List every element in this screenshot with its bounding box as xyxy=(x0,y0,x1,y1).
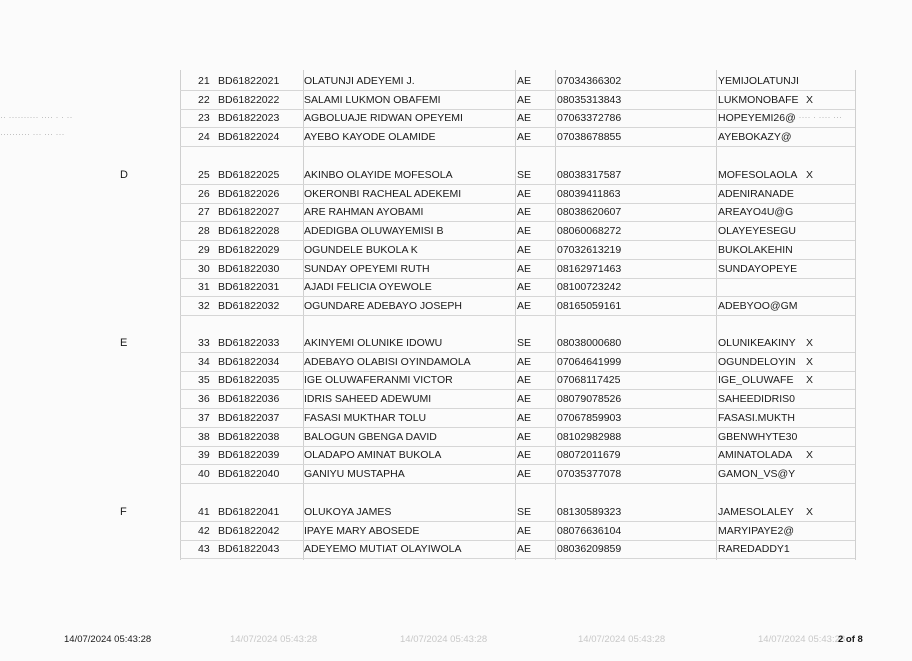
cell-email: GAMON_VS@Y xyxy=(718,467,796,479)
cell-cat: SE xyxy=(517,337,532,349)
cell-phone: 08079078526 xyxy=(557,393,622,406)
group-letter: E xyxy=(120,337,128,349)
cell-x: X xyxy=(806,355,814,368)
table-row xyxy=(180,390,855,409)
cell-x: X xyxy=(806,169,814,181)
document-page: ·· ·········· ···· · · ·· ·········· ··· ··· ··· ·· ···· · ···· ··· 21 BD61822021 OLATUNJI ADEYEMI J. AE 07034366302 YEMIJOLATUNJI 22 BD61822022 SALAMI LUKMON OBAFEMI AE 08035313843 LUKMONOBAFE X 23 BD61822023 AGBOLUAJE RIDWAN OPEYEMI AE 07063372786 HOPEYEMI26@ 24 BD61822024 AYEBO KAYODE OLAMIDE AE 07038678855 AYEBOKAZY@ D 25 BD61822025 AKINBO OLAYIDE MOFESOLA SE 08038317587 MOFESOLAOLA X 26 BD61822026 OKERONBI RACHEAL ADEKEMI AE 08039411863 ADENIRANADE 27 BD61822027 ARE RAHMAN AYOBAMI AE 08038620607 AREAYO4U@G 28 BD61822028 ADEDIGBA OLUWAYEMISI B AE 08060068272 OLAYEYESEGU 29 BD61822029 OGUNDELE BUKOLA K AE 07032613219 BUKOLAKEHIN 30 BD61822030 SUNDAY OPEYEMI RUTH AE 08162971463 SUNDAYOPEYE 31 BD61822031 AJADI FELICIA OYEWOLE AE 08100723242 32 BD61822032 OGUNDARE ADEBAYO JOSEPH AE 08165059161 ADEBYOO@GM E 33 BD61822033 AKINYEMI OLUNIKE IDOWU SE 08038000680 OLUNIKEAKINY X 34 BD61822034 ADEBAYO OLABISI OYINDAMOLA AE 07064641999 OGUNDELOYIN X 35 BD61822035 IGE OLUWAFERANMI VICTOR AE 07068117425 IGE_OLUWAFE X 36 BD61822036 IDRIS SAHEED ADEWUMI AE 08079078526 SAHEEDIDRIS0 37 BD61822037 FASASI MUKTHAR TOLU AE 07067859903 FASASI.MUKTH 38 BD61822038 BALOGUN GBENGA DAVID AE 08102982988 GBENWHYTE30 39 BD61822039 OLADAPO AMINAT BUKOLA AE 08072011679 AMINATOLADA X 40 BD61822040 GANIYU MUSTAPHA AE 07035377078 GAMON_VS@Y F 41 BD61822041 OLUKOYA JAMES SE 08130589323 JAMESOLALEY X 42 BD61822042 IPAYE MARY ABOSEDE AE 08076636104 MARYIPAYE2@ 43 BD61822043 ADEYEMO MUTIAT OLAYIWOLA AE 08036209859 RAREDADDY1 14/07/2024 05:43:28 14/07/2024 05:43:28 14/07/2024 05:43:28 14/07/2024 05:43:28 14/07/2024 05:43:28 2 of 8 xyxy=(0,0,912,661)
table-row xyxy=(180,166,855,185)
cell-name: OKERONBI RACHEAL ADEKEMI xyxy=(304,187,462,200)
cell-email: FASASI.MUKTH xyxy=(718,411,796,423)
cell-phone: 07035377078 xyxy=(557,467,622,480)
cell-id: BD61822027 xyxy=(218,206,280,219)
cell-id: BD61822025 xyxy=(218,169,280,181)
cell-phone: 08100723242 xyxy=(557,281,622,294)
cell-name: GANIYU MUSTAPHA xyxy=(304,467,405,480)
cell-cat: AE xyxy=(517,449,532,462)
table-row xyxy=(180,222,855,241)
cell-name: AYEBO KAYODE OLAMIDE xyxy=(304,131,436,144)
cell-name: OGUNDELE BUKOLA K xyxy=(304,243,418,256)
cell-name: OLUKOYA JAMES xyxy=(304,506,392,518)
cell-num: 34 xyxy=(198,355,210,368)
cell-name: SALAMI LUKMON OBAFEMI xyxy=(304,93,441,106)
cell-email: SUNDAYOPEYE xyxy=(718,262,798,274)
cell-num: 21 xyxy=(198,75,210,87)
cell-id: BD61822039 xyxy=(218,449,280,462)
cell-email: MOFESOLAOLA xyxy=(718,169,798,180)
footer-timestamp-faded: 14/07/2024 05:43:28 xyxy=(578,634,666,645)
cell-num: 36 xyxy=(198,393,210,406)
cell-id: BD61822040 xyxy=(218,467,280,480)
cell-phone: 07038678855 xyxy=(557,131,622,144)
footer-timestamp: 14/07/2024 05:43:28 xyxy=(64,634,152,645)
table-row xyxy=(180,278,855,297)
cell-x: X xyxy=(806,449,814,462)
cell-email: MARYIPAYE2@ xyxy=(718,524,795,536)
cell-cat: AE xyxy=(517,355,532,368)
cell-phone: 08165059161 xyxy=(557,299,622,312)
cell-id: BD61822036 xyxy=(218,393,280,406)
cell-id: BD61822026 xyxy=(218,187,280,200)
cell-phone: 08038000680 xyxy=(557,337,622,349)
table-row xyxy=(180,128,855,147)
cell-phone: 08060068272 xyxy=(557,225,622,238)
table-row xyxy=(180,409,855,428)
cell-phone: 07064641999 xyxy=(557,355,622,368)
cell-num: 39 xyxy=(198,449,210,462)
cell-phone: 08130589323 xyxy=(557,506,622,518)
cell-id: BD61822032 xyxy=(218,299,280,312)
table-row xyxy=(180,371,855,390)
table-row xyxy=(180,297,855,316)
table-row xyxy=(180,109,855,128)
cell-name: AGBOLUAJE RIDWAN OPEYEMI xyxy=(304,112,463,125)
cell-id: BD61822037 xyxy=(218,411,280,424)
cell-name: ADEDIGBA OLUWAYEMISI B xyxy=(304,225,444,238)
table-row xyxy=(180,540,855,559)
cell-num: 33 xyxy=(198,337,210,349)
table-row xyxy=(180,428,855,447)
cell-id: BD61822031 xyxy=(218,281,280,294)
cell-phone: 08072011679 xyxy=(557,449,621,462)
cell-num: 42 xyxy=(198,524,210,537)
cell-name: OLATUNJI ADEYEMI J. xyxy=(304,75,415,87)
cell-cat: AE xyxy=(517,299,532,312)
cell-phone: 08076636104 xyxy=(557,524,622,537)
table-row xyxy=(180,465,855,484)
cell-num: 43 xyxy=(198,543,210,556)
cell-x: X xyxy=(806,337,814,349)
cell-num: 27 xyxy=(198,206,210,219)
cell-id: BD61822021 xyxy=(218,75,280,87)
cell-phone: 07067859903 xyxy=(557,411,622,424)
cell-name: SUNDAY OPEYEMI RUTH xyxy=(304,262,430,275)
cell-name: OLADAPO AMINAT BUKOLA xyxy=(304,449,442,462)
cell-num: 25 xyxy=(198,169,210,181)
cell-num: 32 xyxy=(198,299,210,312)
table-row xyxy=(180,203,855,222)
cell-email: OLUNIKEAKINY xyxy=(718,337,796,348)
cell-cat: AE xyxy=(517,225,532,238)
cell-x: X xyxy=(806,374,814,387)
cell-id: BD61822041 xyxy=(218,506,280,518)
cell-id: BD61822038 xyxy=(218,430,280,443)
cell-num: 28 xyxy=(198,225,210,238)
cell-name: OGUNDARE ADEBAYO JOSEPH xyxy=(304,299,462,312)
group-letter: F xyxy=(120,506,127,518)
cell-phone: 08035313843 xyxy=(557,93,622,106)
cell-phone: 07034366302 xyxy=(557,75,622,87)
cell-phone: 08039411863 xyxy=(557,187,621,200)
cell-cat: AE xyxy=(517,206,532,219)
cell-id: BD61822023 xyxy=(218,112,280,125)
cell-num: 29 xyxy=(198,243,210,256)
cell-num: 23 xyxy=(198,112,210,125)
cell-email: GBENWHYTE30 xyxy=(718,430,798,442)
table-row xyxy=(180,503,855,522)
table-row xyxy=(180,241,855,260)
cell-cat: AE xyxy=(517,430,532,443)
footer-timestamp-faded: 14/07/2024 05:43:28 xyxy=(758,634,846,645)
cell-cat: AE xyxy=(517,112,532,125)
page-number: 2 of 8 xyxy=(838,634,863,645)
cell-x: X xyxy=(806,506,814,518)
table-row xyxy=(180,522,855,541)
footer-timestamp-faded: 14/07/2024 05:43:28 xyxy=(230,634,318,645)
cell-email: AYEBOKAZY@ xyxy=(718,131,792,143)
cell-id: BD61822024 xyxy=(218,131,280,144)
cell-num: 35 xyxy=(198,374,210,387)
cell-id: BD61822029 xyxy=(218,243,280,256)
cell-name: AJADI FELICIA OYEWOLE xyxy=(304,281,432,294)
cell-email: SAHEEDIDRIS0 xyxy=(718,393,796,405)
cell-cat: AE xyxy=(517,93,532,106)
cell-cat: SE xyxy=(517,506,532,518)
cell-email: BUKOLAKEHIN xyxy=(718,243,793,255)
cell-phone: 07063372786 xyxy=(557,112,622,125)
grid-line xyxy=(855,70,856,560)
cell-phone: 08036209859 xyxy=(557,543,622,556)
cell-email: IGE_OLUWAFE xyxy=(718,374,794,386)
cell-name: ADEYEMO MUTIAT OLAYIWOLA xyxy=(304,543,462,556)
cell-name: BALOGUN GBENGA DAVID xyxy=(304,430,437,443)
cell-email xyxy=(718,281,802,292)
cell-phone: 08038317587 xyxy=(557,169,622,181)
cell-cat: AE xyxy=(517,75,532,87)
table-row xyxy=(180,353,855,372)
cell-phone: 08162971463 xyxy=(557,262,622,275)
cell-id: BD61822035 xyxy=(218,374,280,387)
cell-name: IGE OLUWAFERANMI VICTOR xyxy=(304,374,453,387)
table-row xyxy=(180,72,855,91)
cell-cat: AE xyxy=(517,262,532,275)
cell-cat: AE xyxy=(517,543,532,556)
cell-email: RAREDADDY1 xyxy=(718,543,790,555)
cell-cat: AE xyxy=(517,281,532,294)
cell-phone: 08102982988 xyxy=(557,430,622,443)
cell-id: BD61822034 xyxy=(218,355,280,368)
cell-num: 31 xyxy=(198,281,210,294)
cell-cat: AE xyxy=(517,411,532,424)
cell-name: ADEBAYO OLABISI OYINDAMOLA xyxy=(304,355,471,368)
cell-id: BD61822043 xyxy=(218,543,280,556)
table-row xyxy=(180,91,855,110)
cell-email: AMINATOLADA xyxy=(718,449,793,461)
cell-email: AREAYO4U@G xyxy=(718,206,794,218)
table-row xyxy=(180,260,855,279)
cell-id: BD61822033 xyxy=(218,337,280,349)
cell-name: FASASI MUKTHAR TOLU xyxy=(304,411,427,424)
footer-timestamp-faded: 14/07/2024 05:43:28 xyxy=(400,634,488,645)
cell-num: 41 xyxy=(198,506,210,518)
table-row xyxy=(180,334,855,353)
cell-id: BD61822022 xyxy=(218,93,280,106)
cell-cat: AE xyxy=(517,393,532,406)
cell-cat: AE xyxy=(517,243,532,256)
cell-num: 24 xyxy=(198,131,210,144)
cell-cat: AE xyxy=(517,187,532,200)
cell-email: ADENIRANADE xyxy=(718,187,794,199)
cell-x: X xyxy=(806,93,814,106)
cell-cat: AE xyxy=(517,467,532,480)
cell-email: HOPEYEMI26@ xyxy=(718,112,796,124)
cell-email: OGUNDELOYIN xyxy=(718,355,796,367)
cell-num: 40 xyxy=(198,467,210,480)
cell-name: IDRIS SAHEED ADEWUMI xyxy=(304,393,432,406)
table-row xyxy=(180,185,855,204)
cell-name: ARE RAHMAN AYOBAMI xyxy=(304,206,424,219)
cell-email: YEMIJOLATUNJI xyxy=(718,75,799,86)
cell-cat: AE xyxy=(517,131,532,144)
cell-phone: 07068117425 xyxy=(557,374,621,387)
cell-email: ADEBYOO@GM xyxy=(718,299,798,311)
cell-id: BD61822030 xyxy=(218,262,280,275)
cell-num: 37 xyxy=(198,411,210,424)
cell-cat: AE xyxy=(517,524,532,537)
cell-name: IPAYE MARY ABOSEDE xyxy=(304,524,420,537)
cell-name: AKINYEMI OLUNIKE IDOWU xyxy=(304,337,443,349)
cell-id: BD61822042 xyxy=(218,524,280,537)
cell-cat: SE xyxy=(517,169,532,181)
cell-email: LUKMONOBAFE xyxy=(718,93,799,105)
cell-phone: 07032613219 xyxy=(557,243,622,256)
table-row xyxy=(180,446,855,465)
cell-num: 38 xyxy=(198,430,210,443)
group-letter: D xyxy=(120,169,128,181)
cell-num: 30 xyxy=(198,262,210,275)
cell-num: 26 xyxy=(198,187,210,200)
cell-email: JAMESOLALEY xyxy=(718,506,794,517)
cell-email: OLAYEYESEGU xyxy=(718,225,797,237)
cell-phone: 08038620607 xyxy=(557,206,622,219)
cell-id: BD61822028 xyxy=(218,225,280,238)
cell-cat: AE xyxy=(517,374,532,387)
cell-name: AKINBO OLAYIDE MOFESOLA xyxy=(304,169,453,181)
cell-num: 22 xyxy=(198,93,210,106)
